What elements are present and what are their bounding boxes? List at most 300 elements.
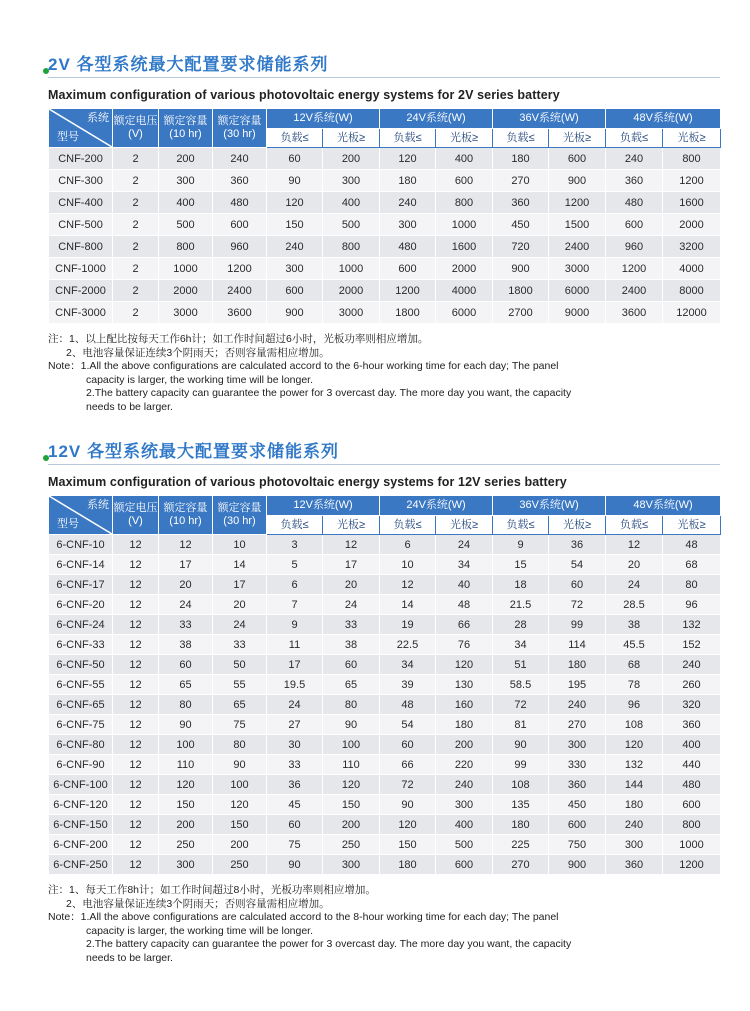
value-cell: 3600 — [606, 302, 663, 324]
value-cell: 600 — [436, 855, 493, 875]
value-cell: 1200 — [663, 855, 721, 875]
value-cell: 24 — [267, 695, 323, 715]
note-line: 2.The battery capacity can guarantee the power for 3 overcast day. The more day you want, the capacity — [86, 387, 572, 399]
value-cell: 90 — [213, 755, 267, 775]
value-cell: 300 — [267, 258, 323, 280]
notes-block — [48, 884, 720, 965]
value-cell: 80 — [663, 575, 721, 595]
header-load: 负载≤ — [493, 516, 549, 535]
header-system-model — [49, 109, 113, 148]
value-cell: 200 — [323, 815, 380, 835]
value-cell: 68 — [606, 655, 663, 675]
value-cell: 110 — [159, 755, 213, 775]
value-cell: 180 — [549, 655, 606, 675]
header-panel: 光板≥ — [663, 516, 721, 535]
value-cell: 440 — [663, 755, 721, 775]
value-cell: 12 — [113, 655, 159, 675]
value-cell: 38 — [159, 635, 213, 655]
value-cell: 480 — [380, 236, 436, 258]
value-cell: 2000 — [323, 280, 380, 302]
value-cell: 76 — [436, 635, 493, 655]
value-cell: 3000 — [549, 258, 606, 280]
value-cell: 800 — [323, 236, 380, 258]
model-cell: 6-CNF-10 — [49, 535, 113, 555]
value-cell: 480 — [663, 775, 721, 795]
value-cell: 600 — [549, 148, 606, 170]
value-cell: 17 — [323, 555, 380, 575]
table-row — [49, 170, 721, 192]
value-cell: 220 — [436, 755, 493, 775]
value-cell: 65 — [323, 675, 380, 695]
value-cell: 240 — [380, 192, 436, 214]
model-cell: 6-CNF-80 — [49, 735, 113, 755]
value-cell: 24 — [159, 595, 213, 615]
value-cell: 34 — [493, 635, 549, 655]
section-title-bar — [48, 437, 720, 463]
value-cell: 900 — [549, 170, 606, 192]
value-cell: 18 — [493, 575, 549, 595]
value-cell: 120 — [380, 148, 436, 170]
value-cell: 330 — [549, 755, 606, 775]
header-group-12v: 12V系统(W) — [267, 109, 380, 129]
value-cell: 180 — [436, 715, 493, 735]
header-panel: 光板≥ — [436, 516, 493, 535]
value-cell: 800 — [663, 148, 721, 170]
table-row — [49, 815, 721, 835]
value-cell: 12 — [113, 755, 159, 775]
model-cell: 6-CNF-150 — [49, 815, 113, 835]
value-cell: 600 — [267, 280, 323, 302]
value-cell: 12 — [113, 855, 159, 875]
value-cell: 90 — [323, 715, 380, 735]
value-cell: 400 — [436, 815, 493, 835]
model-cell: 6-CNF-100 — [49, 775, 113, 795]
value-cell: 12 — [113, 675, 159, 695]
value-cell: 960 — [606, 236, 663, 258]
value-cell: 600 — [213, 214, 267, 236]
table-row — [49, 675, 721, 695]
value-cell: 12 — [113, 815, 159, 835]
value-cell: 96 — [606, 695, 663, 715]
value-cell: 1800 — [380, 302, 436, 324]
value-cell: 60 — [159, 655, 213, 675]
header-panel: 光板≥ — [663, 129, 721, 148]
note-line: capacity is larger, the working time will be longer. — [86, 373, 314, 386]
value-cell: 1000 — [159, 258, 213, 280]
value-cell: 9000 — [549, 302, 606, 324]
note-line: 注：1、每天工作8h计；如工作时间超过8小时，光板功率则相应增加。 — [48, 884, 376, 896]
value-cell: 14 — [380, 595, 436, 615]
value-cell: 54 — [549, 555, 606, 575]
table-row — [49, 575, 721, 595]
value-cell: 6000 — [436, 302, 493, 324]
model-cell: 6-CNF-75 — [49, 715, 113, 735]
value-cell: 12 — [113, 795, 159, 815]
value-cell: 2 — [113, 236, 159, 258]
value-cell: 65 — [159, 675, 213, 695]
value-cell: 12 — [113, 715, 159, 735]
value-cell: 60 — [267, 148, 323, 170]
value-cell: 20 — [159, 575, 213, 595]
model-cell: 6-CNF-250 — [49, 855, 113, 875]
config-table-12v — [48, 495, 721, 875]
value-cell: 17 — [213, 575, 267, 595]
value-cell: 2400 — [549, 236, 606, 258]
value-cell: 108 — [606, 715, 663, 735]
value-cell: 720 — [493, 236, 549, 258]
value-cell: 400 — [159, 192, 213, 214]
value-cell: 3 — [267, 535, 323, 555]
value-cell: 72 — [493, 695, 549, 715]
value-cell: 34 — [380, 655, 436, 675]
value-cell: 100 — [323, 735, 380, 755]
value-cell: 1200 — [663, 170, 721, 192]
model-cell: 6-CNF-120 — [49, 795, 113, 815]
value-cell: 65 — [213, 695, 267, 715]
value-cell: 110 — [323, 755, 380, 775]
value-cell: 9 — [493, 535, 549, 555]
value-cell: 144 — [606, 775, 663, 795]
value-cell: 4000 — [663, 258, 721, 280]
config-table-2v — [48, 108, 721, 324]
value-cell: 80 — [323, 695, 380, 715]
value-cell: 48 — [663, 535, 721, 555]
header-capacity-30hr: 额定容量 (30 hr) — [213, 109, 267, 148]
table-row — [49, 655, 721, 675]
value-cell: 12 — [113, 535, 159, 555]
header-system-model — [49, 496, 113, 535]
value-cell: 450 — [493, 214, 549, 236]
value-cell: 27 — [267, 715, 323, 735]
value-cell: 12 — [113, 775, 159, 795]
value-cell: 240 — [549, 695, 606, 715]
value-cell: 12 — [113, 555, 159, 575]
value-cell: 6 — [267, 575, 323, 595]
table-row — [49, 695, 721, 715]
value-cell: 9 — [267, 615, 323, 635]
model-cell: 6-CNF-200 — [49, 835, 113, 855]
value-cell: 360 — [549, 775, 606, 795]
value-cell: 180 — [380, 170, 436, 192]
value-cell: 114 — [549, 635, 606, 655]
value-cell: 60 — [323, 655, 380, 675]
value-cell: 58.5 — [493, 675, 549, 695]
value-cell: 33 — [323, 615, 380, 635]
note-line: needs to be larger. — [86, 951, 173, 964]
value-cell: 200 — [436, 735, 493, 755]
section-subtitle: Maximum configuration of various photovoltaic energy systems for 2V series battery — [48, 88, 560, 102]
value-cell: 20 — [213, 595, 267, 615]
value-cell: 120 — [436, 655, 493, 675]
section-title: 2V 各型系统最大配置要求储能系列 — [48, 55, 329, 74]
value-cell: 50 — [213, 655, 267, 675]
value-cell: 360 — [493, 192, 549, 214]
value-cell: 480 — [606, 192, 663, 214]
header-panel: 光板≥ — [549, 516, 606, 535]
table-row — [49, 635, 721, 655]
value-cell: 240 — [606, 815, 663, 835]
header-load: 负载≤ — [606, 129, 663, 148]
value-cell: 240 — [606, 148, 663, 170]
value-cell: 240 — [267, 236, 323, 258]
value-cell: 400 — [436, 148, 493, 170]
note-line: 2、电池容量保证连续3个阴雨天；否则容量需相应增加。 — [66, 897, 330, 910]
value-cell: 33 — [159, 615, 213, 635]
value-cell: 2 — [113, 148, 159, 170]
table-row — [49, 595, 721, 615]
note-line: Note：1.All the above configurations are calculated accord to the 6-hour working time for each day; The panel — [48, 360, 559, 372]
value-cell: 300 — [606, 835, 663, 855]
value-cell: 3000 — [323, 302, 380, 324]
value-cell: 12 — [606, 535, 663, 555]
value-cell: 34 — [436, 555, 493, 575]
value-cell: 100 — [213, 775, 267, 795]
value-cell: 300 — [549, 735, 606, 755]
value-cell: 120 — [267, 192, 323, 214]
value-cell: 6000 — [549, 280, 606, 302]
value-cell: 120 — [606, 735, 663, 755]
table-row — [49, 214, 721, 236]
header-panel: 光板≥ — [323, 516, 380, 535]
model-cell: CNF-400 — [49, 192, 113, 214]
title-divider — [48, 77, 720, 78]
header-group-24v: 24V系统(W) — [380, 109, 493, 129]
note-line: Note：1.All the above configurations are calculated accord to the 8-hour working time for each day; The panel — [48, 911, 559, 923]
value-cell: 1500 — [549, 214, 606, 236]
value-cell: 270 — [493, 170, 549, 192]
table-row — [49, 555, 721, 575]
header-load: 负载≤ — [380, 516, 436, 535]
value-cell: 1600 — [436, 236, 493, 258]
value-cell: 600 — [606, 214, 663, 236]
value-cell: 90 — [493, 735, 549, 755]
value-cell: 2000 — [159, 280, 213, 302]
value-cell: 3200 — [663, 236, 721, 258]
value-cell: 900 — [267, 302, 323, 324]
header-group-36v: 36V系统(W) — [493, 109, 606, 129]
value-cell: 7 — [267, 595, 323, 615]
value-cell: 39 — [380, 675, 436, 695]
value-cell: 600 — [549, 815, 606, 835]
table-row — [49, 755, 721, 775]
value-cell: 1200 — [380, 280, 436, 302]
value-cell: 90 — [267, 170, 323, 192]
value-cell: 1200 — [549, 192, 606, 214]
value-cell: 250 — [159, 835, 213, 855]
value-cell: 60 — [267, 815, 323, 835]
value-cell: 40 — [436, 575, 493, 595]
notes-block — [48, 333, 720, 414]
value-cell: 750 — [549, 835, 606, 855]
value-cell: 480 — [213, 192, 267, 214]
value-cell: 36 — [549, 535, 606, 555]
value-cell: 2 — [113, 192, 159, 214]
value-cell: 12 — [113, 735, 159, 755]
value-cell: 300 — [323, 855, 380, 875]
model-cell: 6-CNF-33 — [49, 635, 113, 655]
value-cell: 66 — [380, 755, 436, 775]
header-load: 负载≤ — [380, 129, 436, 148]
value-cell: 195 — [549, 675, 606, 695]
value-cell: 66 — [436, 615, 493, 635]
model-cell: 6-CNF-55 — [49, 675, 113, 695]
value-cell: 600 — [380, 258, 436, 280]
value-cell: 38 — [323, 635, 380, 655]
value-cell: 180 — [380, 855, 436, 875]
value-cell: 320 — [663, 695, 721, 715]
value-cell: 28.5 — [606, 595, 663, 615]
value-cell: 152 — [663, 635, 721, 655]
value-cell: 60 — [380, 735, 436, 755]
value-cell: 12 — [113, 615, 159, 635]
value-cell: 2 — [113, 302, 159, 324]
value-cell: 10 — [380, 555, 436, 575]
header-group-24v: 24V系统(W) — [380, 496, 493, 516]
value-cell: 150 — [213, 815, 267, 835]
value-cell: 2000 — [663, 214, 721, 236]
header-load: 负载≤ — [267, 516, 323, 535]
value-cell: 400 — [323, 192, 380, 214]
value-cell: 132 — [606, 755, 663, 775]
model-cell: CNF-3000 — [49, 302, 113, 324]
value-cell: 240 — [436, 775, 493, 795]
value-cell: 12 — [159, 535, 213, 555]
header-group-48v: 48V系统(W) — [606, 496, 721, 516]
table-row — [49, 715, 721, 735]
value-cell: 400 — [663, 735, 721, 755]
value-cell: 2 — [113, 280, 159, 302]
header-panel: 光板≥ — [436, 129, 493, 148]
header-system-label: 系统 — [87, 112, 109, 124]
value-cell: 900 — [549, 855, 606, 875]
header-capacity-10hr: 额定容量 (10 hr) — [159, 109, 213, 148]
value-cell: 24 — [606, 575, 663, 595]
model-cell: CNF-1000 — [49, 258, 113, 280]
header-group-48v: 48V系统(W) — [606, 109, 721, 129]
value-cell: 99 — [549, 615, 606, 635]
header-group-36v: 36V系统(W) — [493, 496, 606, 516]
value-cell: 800 — [663, 815, 721, 835]
value-cell: 60 — [549, 575, 606, 595]
value-cell: 500 — [159, 214, 213, 236]
value-cell: 30 — [267, 735, 323, 755]
note-line: needs to be larger. — [86, 400, 173, 413]
section-2v — [48, 50, 720, 414]
table-row — [49, 835, 721, 855]
value-cell: 17 — [159, 555, 213, 575]
value-cell: 15 — [493, 555, 549, 575]
value-cell: 300 — [380, 214, 436, 236]
value-cell: 360 — [606, 855, 663, 875]
model-cell: 6-CNF-17 — [49, 575, 113, 595]
value-cell: 75 — [267, 835, 323, 855]
value-cell: 22.5 — [380, 635, 436, 655]
header-capacity-30hr: 额定容量 (30 hr) — [213, 496, 267, 535]
value-cell: 8000 — [663, 280, 721, 302]
value-cell: 3000 — [159, 302, 213, 324]
section-title-bar — [48, 50, 720, 76]
value-cell: 360 — [663, 715, 721, 735]
value-cell: 200 — [213, 835, 267, 855]
value-cell: 78 — [606, 675, 663, 695]
value-cell: 180 — [493, 148, 549, 170]
value-cell: 75 — [213, 715, 267, 735]
value-cell: 260 — [663, 675, 721, 695]
value-cell: 10 — [213, 535, 267, 555]
value-cell: 300 — [159, 170, 213, 192]
title-divider — [48, 464, 720, 465]
value-cell: 2000 — [436, 258, 493, 280]
table-row — [49, 302, 721, 324]
model-cell: CNF-300 — [49, 170, 113, 192]
value-cell: 81 — [493, 715, 549, 735]
value-cell: 12 — [113, 835, 159, 855]
value-cell: 90 — [159, 715, 213, 735]
value-cell: 51 — [493, 655, 549, 675]
value-cell: 45 — [267, 795, 323, 815]
value-cell: 4000 — [436, 280, 493, 302]
value-cell: 2 — [113, 258, 159, 280]
value-cell: 360 — [606, 170, 663, 192]
value-cell: 90 — [380, 795, 436, 815]
value-cell: 24 — [213, 615, 267, 635]
model-cell: 6-CNF-24 — [49, 615, 113, 635]
value-cell: 132 — [663, 615, 721, 635]
value-cell: 108 — [493, 775, 549, 795]
model-cell: CNF-500 — [49, 214, 113, 236]
value-cell: 11 — [267, 635, 323, 655]
value-cell: 20 — [323, 575, 380, 595]
value-cell: 17 — [267, 655, 323, 675]
value-cell: 28 — [493, 615, 549, 635]
value-cell: 300 — [323, 170, 380, 192]
value-cell: 1800 — [493, 280, 549, 302]
value-cell: 150 — [267, 214, 323, 236]
value-cell: 48 — [380, 695, 436, 715]
section-title: 12V 各型系统最大配置要求储能系列 — [48, 442, 339, 461]
value-cell: 270 — [549, 715, 606, 735]
value-cell: 3600 — [213, 302, 267, 324]
value-cell: 5 — [267, 555, 323, 575]
value-cell: 12 — [113, 635, 159, 655]
table-row — [49, 775, 721, 795]
value-cell: 48 — [436, 595, 493, 615]
value-cell: 54 — [380, 715, 436, 735]
table-row — [49, 795, 721, 815]
value-cell: 120 — [380, 815, 436, 835]
value-cell: 36 — [267, 775, 323, 795]
table-row — [49, 615, 721, 635]
value-cell: 360 — [213, 170, 267, 192]
value-cell: 200 — [323, 148, 380, 170]
value-cell: 19.5 — [267, 675, 323, 695]
value-cell: 240 — [213, 148, 267, 170]
note-line: 注：1、以上配比按每天工作6h计；如工作时间超过6小时，光板功率则相应增加。 — [48, 333, 429, 345]
value-cell: 2 — [113, 170, 159, 192]
note-line: capacity is larger, the working time will be longer. — [86, 924, 314, 937]
model-cell: 6-CNF-65 — [49, 695, 113, 715]
note-line: 2.The battery capacity can guarantee the power for 3 overcast day. The more day you want, the capacity — [86, 938, 572, 950]
value-cell: 200 — [159, 815, 213, 835]
header-capacity-10hr: 额定容量 (10 hr) — [159, 496, 213, 535]
value-cell: 1000 — [436, 214, 493, 236]
model-cell: 6-CNF-14 — [49, 555, 113, 575]
header-voltage: 额定电压 (V) — [113, 109, 159, 148]
value-cell: 80 — [159, 695, 213, 715]
value-cell: 130 — [436, 675, 493, 695]
value-cell: 1200 — [606, 258, 663, 280]
model-cell: 6-CNF-90 — [49, 755, 113, 775]
